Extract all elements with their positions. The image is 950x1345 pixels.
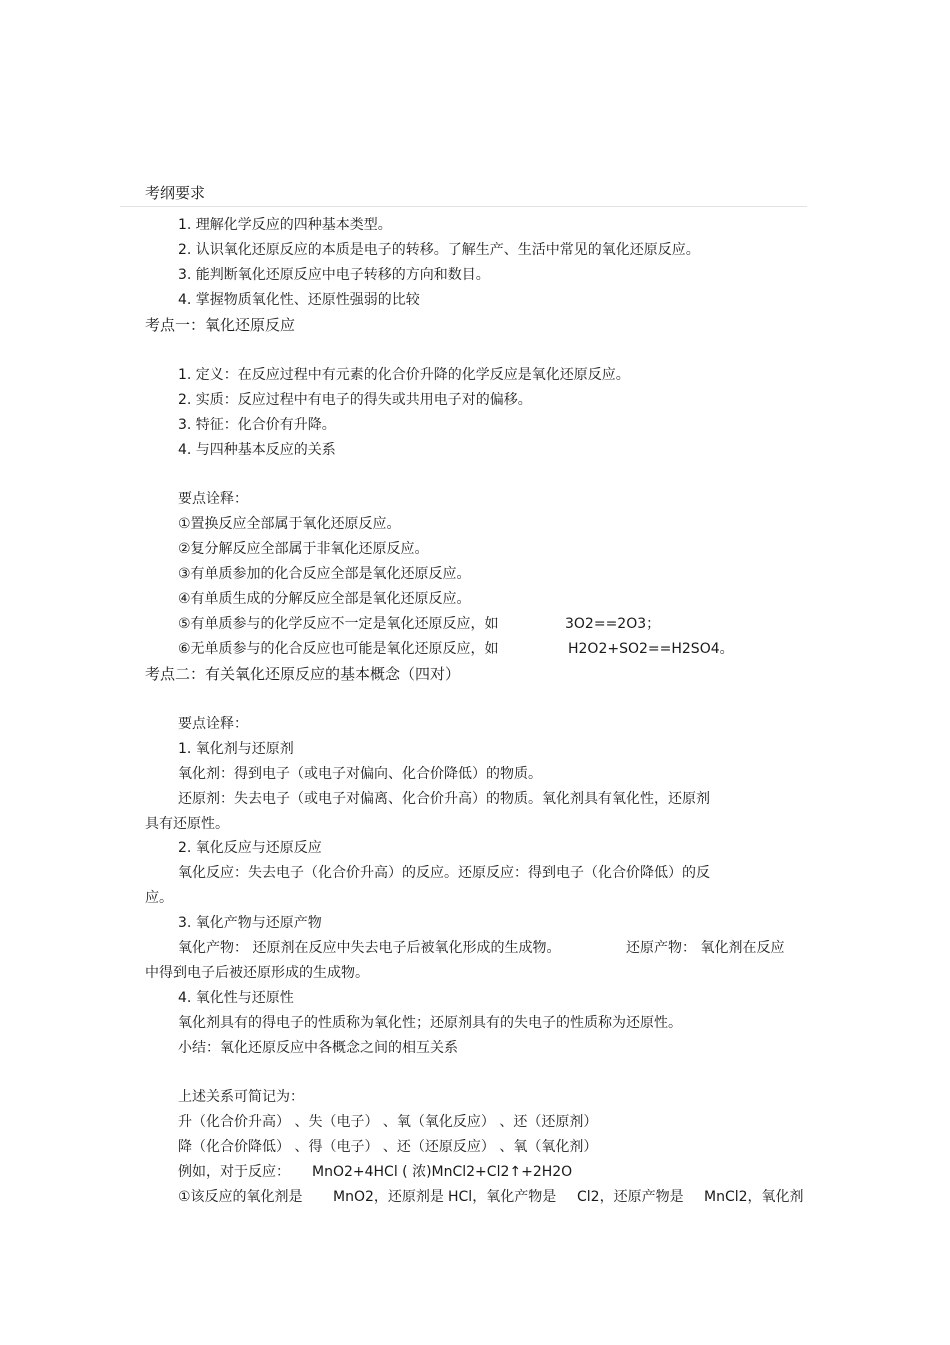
answer-line-part-1: ①该反应的氧化剂是 — [178, 1189, 303, 1205]
syllabus-item-1: 1. 理解化学反应的四种基本类型。 — [178, 217, 392, 233]
point2-simplify: 上述关系可简记为： — [178, 1089, 304, 1105]
point2-s4-line1: 氧化剂具有的得电子的性质称为氧化性；还原剂具有的失电子的性质称为还原性。 — [178, 1015, 682, 1031]
point2-title: 考点二：有关氧化还原反应的基本概念（四对） — [145, 665, 461, 683]
mnemonic-line-2: 降（化合价降低） 、得（电子） 、还（还原反应） 、氧（氧化剂） — [178, 1139, 598, 1155]
point1-item-1: 1. 定义：在反应过程中有元素的化合价升降的化学反应是氧化还原反应。 — [178, 367, 630, 383]
answer-line-part-5: MnCl2，氧化剂 — [704, 1189, 804, 1205]
point1-item-4: 4. 与四种基本反应的关系 — [178, 442, 336, 458]
point2-s3-line1a: 氧化产物： 还原剂在反应中失去电子后被氧化形成的生成物。 — [178, 940, 561, 956]
point2-s3-line1b: 还原产物： 氧化剂在反应 — [626, 940, 785, 956]
point1-title: 考点一：氧化还原反应 — [145, 316, 296, 334]
point1-item-3: 3. 特征：化合价有升降。 — [178, 417, 336, 433]
syllabus-item-4: 4. 掌握物质氧化性、还原性强弱的比较 — [178, 292, 420, 308]
point2-s1-line2: 还原剂：失去电子（或电子对偏离、化合价升高）的物质。氧化剂具有氧化性，还原剂 — [178, 791, 710, 807]
answer-line-part-4: Cl2，还原产物是 — [577, 1189, 684, 1205]
heading-divider — [120, 206, 807, 207]
point2-s3-line2: 中得到电子后被还原形成的生成物。 — [145, 965, 369, 981]
answer-line-part-2: MnO2，还原剂是 — [333, 1189, 444, 1205]
example-formula: MnO2+4HCl ( 浓)MnCl2+Cl2↑+2H2O — [312, 1164, 573, 1180]
example-label: 例如，对于反应： — [178, 1164, 290, 1180]
point1-note-5-formula: 3O2==2O3； — [565, 616, 661, 632]
answer-line-part-3: HCl，氧化产物是 — [448, 1189, 557, 1205]
point1-item-2: 2. 实质：反应过程中有电子的得失或共用电子对的偏移。 — [178, 392, 532, 408]
point2-s2-line1: 氧化反应：失去电子（化合价升高）的反应。还原反应：得到电子（化合价降低）的反 — [178, 865, 710, 881]
point2-s1-line3: 具有还原性。 — [145, 816, 229, 832]
point1-note-6-formula: H2O2+SO2==H2SO4。 — [568, 641, 734, 657]
syllabus-item-3: 3. 能判断氧化还原反应中电子转移的方向和数目。 — [178, 267, 490, 283]
mnemonic-line-1: 升（化合价升高） 、失（电子） 、氧（氧化反应） 、还（还原剂） — [178, 1114, 598, 1130]
point1-notes-title: 要点诠释： — [178, 491, 248, 507]
point2-s2-title: 2. 氧化反应与还原反应 — [178, 840, 322, 856]
point1-note-2: ②复分解反应全部属于非氧化还原反应。 — [178, 541, 429, 557]
syllabus-item-2: 2. 认识氧化还原反应的本质是电子的转移。了解生产、生活中常见的氧化还原反应。 — [178, 242, 700, 258]
syllabus-title: 考纲要求 — [145, 184, 206, 202]
point2-s1-line1: 氧化剂：得到电子（或电子对偏向、化合价降低）的物质。 — [178, 766, 542, 782]
point1-note-6: ⑥无单质参与的化合反应也可能是氧化还原反应，如 — [178, 641, 499, 657]
point2-summary: 小结：氧化还原反应中各概念之间的相互关系 — [178, 1040, 458, 1056]
point2-s2-line2: 应。 — [145, 890, 173, 906]
point1-note-1: ①置换反应全部属于氧化还原反应。 — [178, 516, 401, 532]
point1-note-4: ④有单质生成的分解反应全部是氧化还原反应。 — [178, 591, 471, 607]
point1-note-3: ③有单质参加的化合反应全部是氧化还原反应。 — [178, 566, 471, 582]
point2-s3-title: 3. 氧化产物与还原产物 — [178, 915, 322, 931]
point1-note-5: ⑤有单质参与的化学反应不一定是氧化还原反应，如 — [178, 616, 499, 632]
point2-notes-title: 要点诠释： — [178, 716, 248, 732]
point2-s1-title: 1. 氧化剂与还原剂 — [178, 741, 294, 757]
point2-s4-title: 4. 氧化性与还原性 — [178, 990, 294, 1006]
